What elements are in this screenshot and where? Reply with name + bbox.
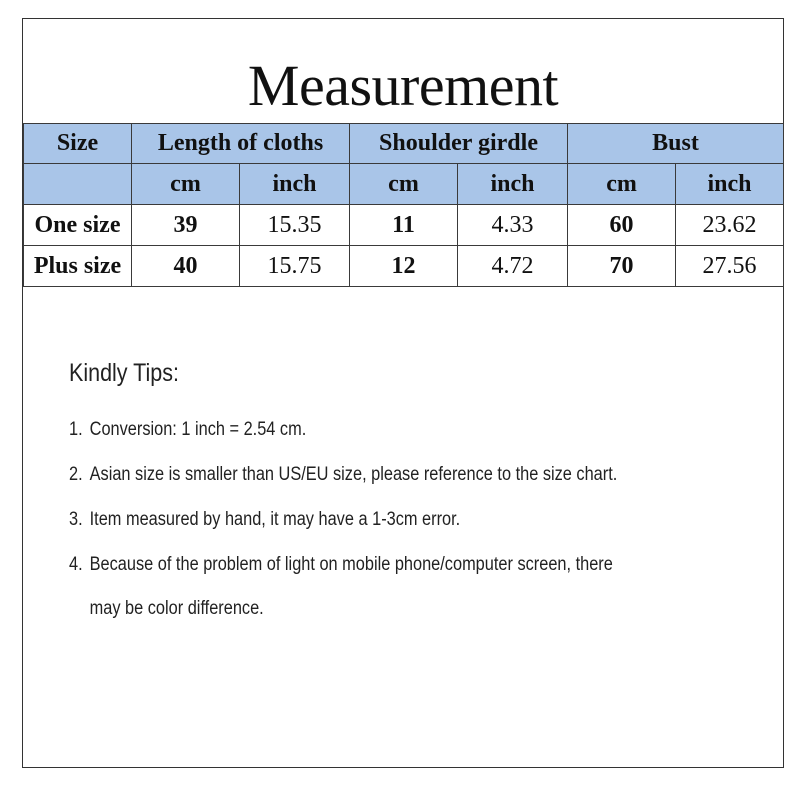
table-units-row <box>24 164 784 205</box>
measurement-card <box>22 18 784 768</box>
tip-text: Asian size is smaller than US/EU size, please reference to the size chart. <box>89 464 618 485</box>
header-size: Size <box>24 124 132 164</box>
tip-number: 1. <box>69 419 83 440</box>
tips-section <box>69 359 749 652</box>
cell-bust-cm: 60 <box>568 205 676 246</box>
tip-number: 2. <box>69 464 83 485</box>
table-header-row <box>24 124 784 164</box>
unit-cell: inch <box>458 164 568 205</box>
tip-text: Item measured by hand, it may have a 1-3cm error. <box>89 509 461 530</box>
cell-length-inch: 15.75 <box>240 246 350 287</box>
list-item <box>69 418 654 442</box>
cell-length-cm: 39 <box>132 205 240 246</box>
header-bust: Bust <box>568 124 784 164</box>
units-blank <box>24 164 132 205</box>
tip-text: Because of the problem of light on mobile phone/computer screen, there may be color difference. <box>89 554 613 619</box>
cell-length-cm: 40 <box>132 246 240 287</box>
cell-shoulder-cm: 12 <box>350 246 458 287</box>
size-chart-table <box>23 123 784 287</box>
header-length: Length of cloths <box>132 124 350 164</box>
page-title: Measurement <box>247 53 559 118</box>
cell-length-inch: 15.35 <box>240 205 350 246</box>
list-item <box>69 553 654 631</box>
tip-number: 4. <box>69 554 83 575</box>
table-row <box>24 246 784 287</box>
list-item <box>69 463 654 487</box>
header-shoulder: Shoulder girdle <box>350 124 568 164</box>
cell-bust-inch: 27.56 <box>676 246 784 287</box>
unit-cell: inch <box>676 164 784 205</box>
row-size-label: One size <box>24 205 132 246</box>
unit-cell: cm <box>132 164 240 205</box>
cell-shoulder-cm: 11 <box>350 205 458 246</box>
unit-cell: cm <box>350 164 458 205</box>
cell-bust-cm: 70 <box>568 246 676 287</box>
row-size-label: Plus size <box>24 246 132 287</box>
list-item <box>69 508 654 532</box>
tip-text: Conversion: 1 inch = 2.54 cm. <box>89 419 307 440</box>
table-row <box>24 205 784 246</box>
unit-cell: cm <box>568 164 676 205</box>
tip-number: 3. <box>69 509 83 530</box>
cell-shoulder-inch: 4.33 <box>458 205 568 246</box>
cell-bust-inch: 23.62 <box>676 205 784 246</box>
tips-heading: Kindly Tips: <box>69 359 179 387</box>
cell-shoulder-inch: 4.72 <box>458 246 568 287</box>
unit-cell: inch <box>240 164 350 205</box>
